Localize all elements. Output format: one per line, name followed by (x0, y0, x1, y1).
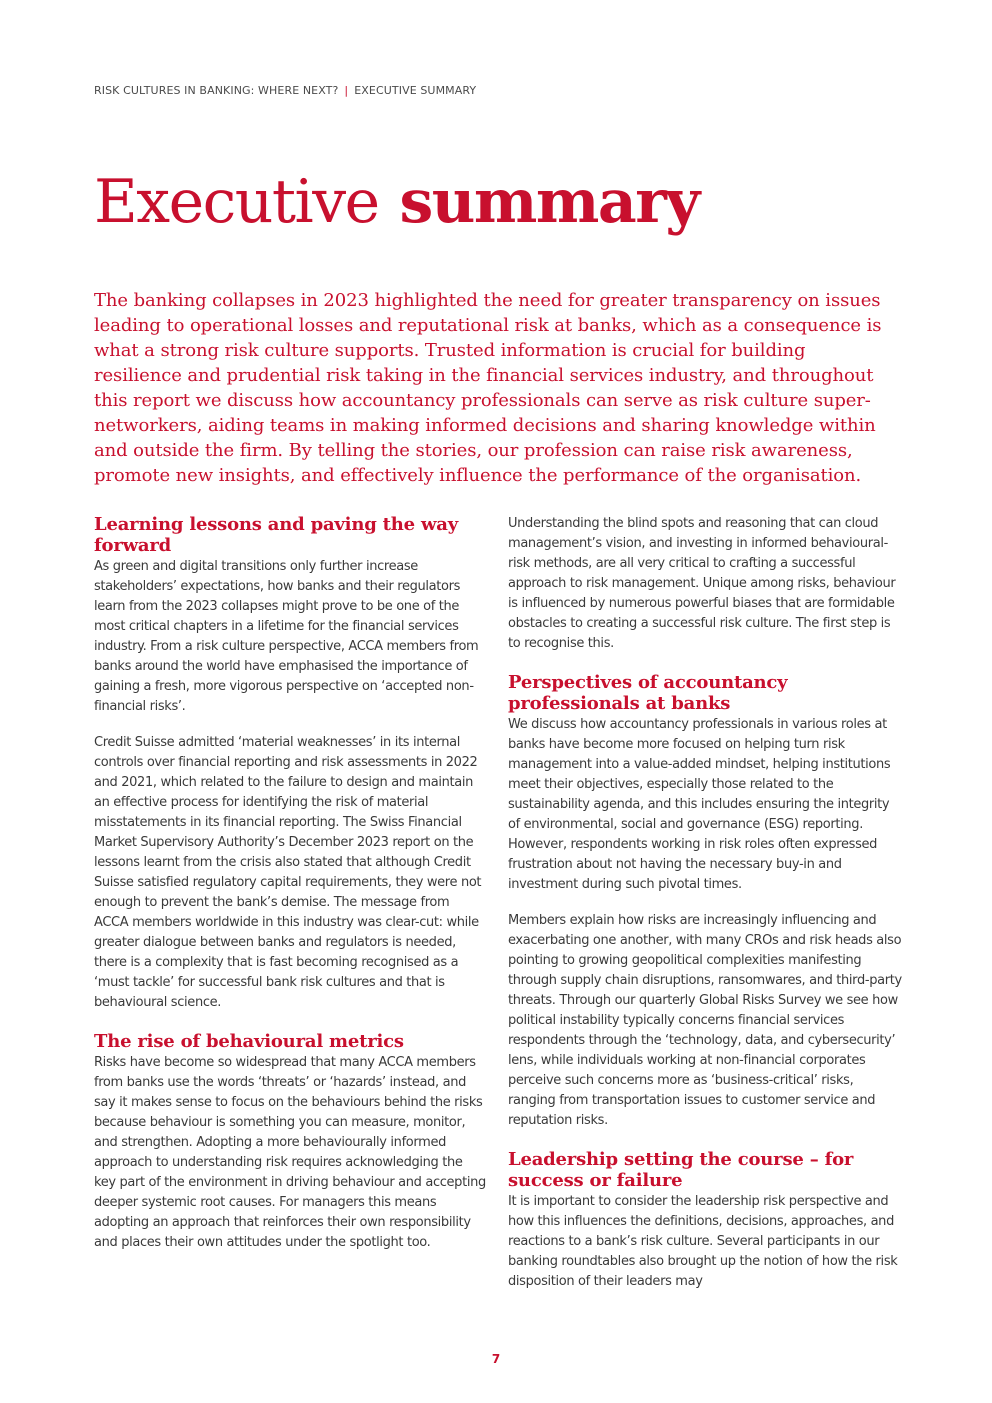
section-continuation (508, 514, 902, 654)
right-column (508, 514, 902, 1310)
left-column (94, 514, 486, 1271)
body-paragraph: We discuss how accountancy professionals in various roles at banks have become more focused on helping turn risk management into a value-added mindset, helping institutions meet their objectives, especially those related to the sustainability agenda, and this includes ensuring the integrity of environmental, social and governance (ESG) reporting. However, respondents working in risk roles often expressed frustration about not having the necessary buy-in and investment during such pivotal times. (508, 717, 891, 892)
section-heading: Perspectives of accountancy professionals at banks (508, 672, 788, 714)
running-header (94, 84, 476, 97)
section-leadership (508, 1149, 902, 1292)
section-perspectives (508, 672, 902, 1131)
body-paragraph: Members explain how risks are increasingly influencing and exacerbating one another, with many CROs and risk heads also pointing to growing geopolitical complexities manifesting through supply chain disruptions, ransomwares, and third-party threats. Through our quarterly Global Risks Survey we see how political instability typically concerns financial services respondents through the ‘technology, data, and cybersecurity’ lens, while individuals working at non-financial corporates perceive such concerns more as ‘business-critical’ risks, ranging from transportation issues to customer service and reputation risks. (508, 913, 902, 1128)
section-heading: Learning lessons and paving the way forward (94, 514, 458, 556)
page-title-bold: summary (399, 167, 699, 237)
report-title: RISK CULTURES IN BANKING: WHERE NEXT? (94, 84, 339, 97)
page-title-light: Executive (94, 167, 379, 237)
body-paragraph: It is important to consider the leadership risk perspective and how this influences the definitions, decisions, approaches, and reactions to a bank’s risk culture. Several participants in our banking roundtables also brought up the notion of how the risk disposition of their leaders may (508, 1194, 898, 1289)
body-paragraph: Credit Suisse admitted ‘material weaknesses’ in its internal controls over financial reporting and risk assessments in 2022 and 2021, which related to the failure to design and maintain an effective process for identifying the risk of material misstatements in its financial reporting. The Swiss Financial Market Supervisory Authority’s December 2023 report on the lessons learnt from the crisis also stated that although Credit Suisse satisfied regulatory capital requirements, they were not enough to prevent the bank’s demise. The message from ACCA members worldwide in this industry was clear-cut: while greater dialogue between banks and regulators is needed, there is a complexity that is fast becoming recognised as a ‘must tackle’ for successful bank risk cultures and that is behavioural science. (94, 735, 482, 1010)
body-paragraph: As green and digital transitions only further increase stakeholders’ expectations, how banks and their regulators learn from the 2023 collapses might prove to be one of the most critical chapters in a lifetime for the financial services industry. From a risk culture perspective, ACCA members from banks around the world have emphasised the importance of gaining a fresh, more vigorous perspective on ‘accepted non-financial risks’. (94, 559, 479, 714)
section-heading: Leadership setting the course – for success or failure (508, 1149, 854, 1191)
header-separator: | (344, 84, 349, 97)
body-paragraph: Risks have become so widespread that many ACCA members from banks use the words ‘threats’ or ‘hazards’ instead, and say it makes sense to focus on the behaviours behind the risks because behaviour is something you can measure, monitor, and strengthen. Adopting a more behaviourally informed approach to understanding risk requires acknowledging the key part of the environment in driving behaviour and accepting deeper systemic root causes. For managers this means adopting an approach that reinforces their own responsibility and places their own attitudes under the spotlight too. (94, 1055, 486, 1250)
body-paragraph: Understanding the blind spots and reasoning that can cloud management’s vision, and investing in informed behavioural-risk methods, are all very critical to crafting a successful approach to risk management. Unique among risks, behaviour is influenced by numerous powerful biases that are formidable obstacles to creating a successful risk culture. The first step is to recognise this. (508, 516, 896, 651)
page-title (94, 162, 699, 242)
page-number: 7 (491, 1352, 501, 1366)
intro-paragraph: The banking collapses in 2023 highlighted the need for greater transparency on issues leading to operational losses and reputational risk at banks, which as a consequence is what a strong risk culture supports. Trusted information is crucial for building resilience and prudential risk taking in the financial services industry, and throughout this report we discuss how accountancy professionals can serve as risk culture super-networkers, aiding teams in making informed decisions and sharing knowledge within and outside the firm. By telling the stories, our profession can raise risk awareness, promote new insights, and effectively influence the performance of the organisation. (94, 290, 882, 486)
section-heading: The rise of behavioural metrics (94, 1031, 404, 1052)
section-title: EXECUTIVE SUMMARY (354, 84, 477, 97)
section-behavioural-metrics (94, 1031, 486, 1253)
section-learning-lessons (94, 514, 486, 1013)
